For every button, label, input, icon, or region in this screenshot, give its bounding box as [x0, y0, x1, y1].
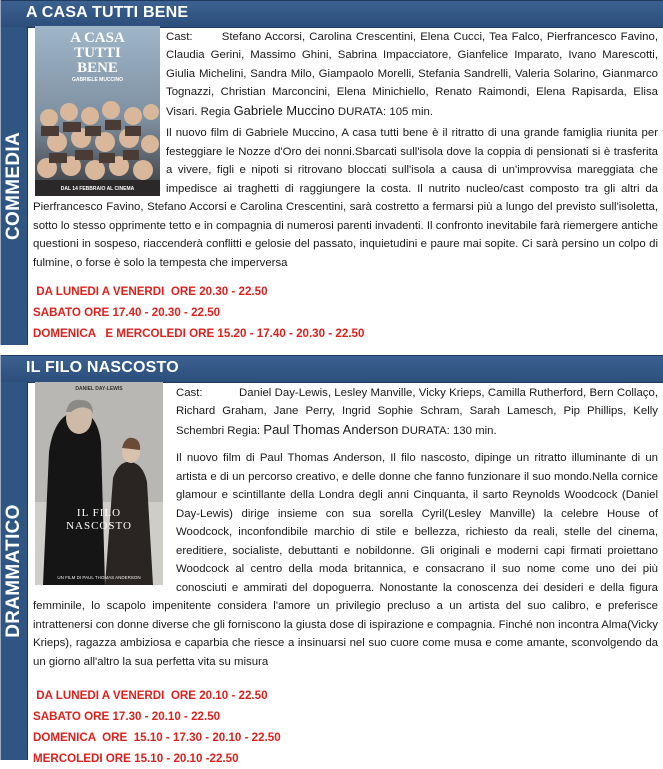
poster-credit: GABRIELE MUCCINO: [71, 77, 124, 83]
film-card-a-casa-tutti-bene: [0, 0, 663, 345]
showtime-line: DA LUNEDI A VENERDI ORE 20.10 - 22.50: [33, 689, 268, 702]
film-card-il-filo-nascosto: [0, 355, 663, 765]
cast-label: Cast:: [166, 31, 193, 43]
showtime-line: MERCOLEDI ORE 15.10 - 20.10 -22.50: [33, 752, 239, 765]
director-name: Gabriele Muccino: [233, 102, 335, 118]
genre-label: DRAMMATICO: [3, 504, 24, 638]
film-title: A CASA TUTTI BENE: [26, 4, 189, 21]
film-title-bar: [1, 0, 663, 28]
synopsis: [33, 449, 658, 671]
poster-release: DAL 14 FEBBRAIO AL CINEMA: [60, 186, 135, 192]
synopsis-text: Il nuovo film di Gabriele Muccino, A casa tutti bene è il ritratto di una grande famiglia riunita per festeggiare le Nozze d'Oro dei nonni.Sbarcati sull'isola dove la coppia di pensionati si è trasferita a vivere, figli e nipoti si ritrovano bloccati sull'isola a causa di un'improvvisa mareggiata che impedisce ai traghetti di raggiungere la costa. Il nutrito nucleo/cast composto tra gli altri da Pierfrancesco Favino, Stefano Accorsi e Carolina Crescentini, sarà costretto a fermarsi più a lungo del previsto sull'isoletta, sotto lo stesso opprimente tetto e in compagnia di numerosi parenti invadenti. Il confronto inevitabile farà riemergere antiche questioni in sospeso, riaccenderà conflitti e gelosie del passato, inquietudini e paure mai sopite. Ci sarà persino un colpo di fulmine, o forse è solo la tempesta che imperversa: [33, 127, 658, 269]
poster-title-line: BENE: [77, 60, 118, 76]
poster-release: UN FILM DI PAUL THOMAS ANDERSON: [57, 575, 141, 580]
poster-title-line: IL FILO: [76, 507, 122, 519]
poster-spacer: [33, 124, 166, 196]
duration: DURATA: 105 min.: [337, 105, 434, 118]
cast-label: Cast:: [176, 387, 203, 399]
director-name: Paul Thomas Anderson: [263, 421, 399, 437]
cast-credits: [176, 384, 658, 440]
duration: DURATA: 130 min.: [401, 424, 497, 437]
poster-title-line: NASCOSTO: [66, 520, 132, 532]
showtime-line: SABATO ORE 17.40 - 20.30 - 22.50: [33, 306, 221, 319]
film-title-bar: [1, 355, 663, 383]
showtime-line: DA LUNEDI A VENERDI ORE 20.30 - 22.50: [33, 285, 268, 298]
cast-list: Daniel Day-Lewis, Lesley Manville, Vicky Krieps, Camilla Rutherford, Bern Collaço, Richard Graham, Jane Perry, Ingrid Sophie Schram, Sarah Lamesch, Pip Phillips, Kelly Schembri: [176, 387, 658, 437]
showtime-line: DOMENICA ORE 15.10 - 17.30 - 20.10 - 22.50: [33, 731, 281, 744]
showtime-line: DOMENICA E MERCOLEDI ORE 15.20 - 17.40 - 20.30 - 22.50: [33, 327, 365, 340]
poster-spacer: [33, 449, 176, 587]
cast-credits: [166, 28, 658, 121]
poster-credit: DANIEL DAY-LEWIS: [75, 386, 123, 392]
film-title: IL FILO NASCOSTO: [26, 359, 179, 376]
regia-label: Regia: [200, 105, 231, 118]
genre-sidebar: [1, 27, 28, 345]
poster-title-line: TUTTI: [74, 45, 121, 61]
regia-label: Regia:: [227, 424, 261, 437]
showtimes: [33, 281, 364, 344]
synopsis: [33, 124, 658, 272]
showtimes: [33, 685, 281, 769]
synopsis-text: Il nuovo film di Paul Thomas Anderson, Il filo nascosto, dipinge un ritratto illuminante di un artista e di un percorso creativo, e delle donne che fanno funzionare il suo mondo.Nella cornice glamour e scintillante della Londra degli anni Cinquanta, il sarto Reynolds Woodcock (Daniel Day-Lewis) dirige insieme con sua sorella Cyril(Lesley Manville) la celebre House of Woodcock, inconfondibile marchio di stile e bellezza, richiesto da reali, stelle del cinema, ereditiere, socialiste, debuttanti e nobildonne. Gli originali e moderni capi firmati proiettano Woodcock al centro della moda britannica, e consacrano il suo nome come uno dei più conosciuti e ammirati del dopoguerra. Nonostante la conoscenza dei desideri e della figura femminile, lo scapolo impenitente considera l'amore un privilegio precluso a un artista del suo calibro, e preferisce intrattenersi con donne diverse che gli forniscono la giusta dose di ispirazione e compagnia. Finché non incontra Alma(Vicky Krieps), ragazza ambiziosa e caparbia che riesce a insinuarsi nel suo cuore come musa e come amante, sconvolgendo da un giorno all'altro la sua perfetta vita su misura: [33, 452, 658, 668]
genre-label: COMMEDIA: [3, 132, 24, 240]
genre-sidebar: [1, 382, 28, 760]
poster-title-line: A CASA: [70, 30, 125, 46]
showtime-line: SABATO ORE 17.30 - 20.10 - 22.50: [33, 710, 221, 723]
cast-list: Stefano Accorsi, Carolina Crescentini, Elena Cucci, Tea Falco, Pierfrancesco Favino, Claudia Gerini, Massimo Ghini, Sabrina Impacciatore, Gianfelice Imparato, Ivano Marescotti, Giulia Michelini, Sandra Milo, Giampaolo Morelli, Stefania Sandrelli, Valeria Solarino, Gianmarco Tognazzi, Christian Marconcini, Elena Minichiello, Renato Raimondi, Elena Rapisarda, Elisa Visari.: [166, 31, 658, 118]
